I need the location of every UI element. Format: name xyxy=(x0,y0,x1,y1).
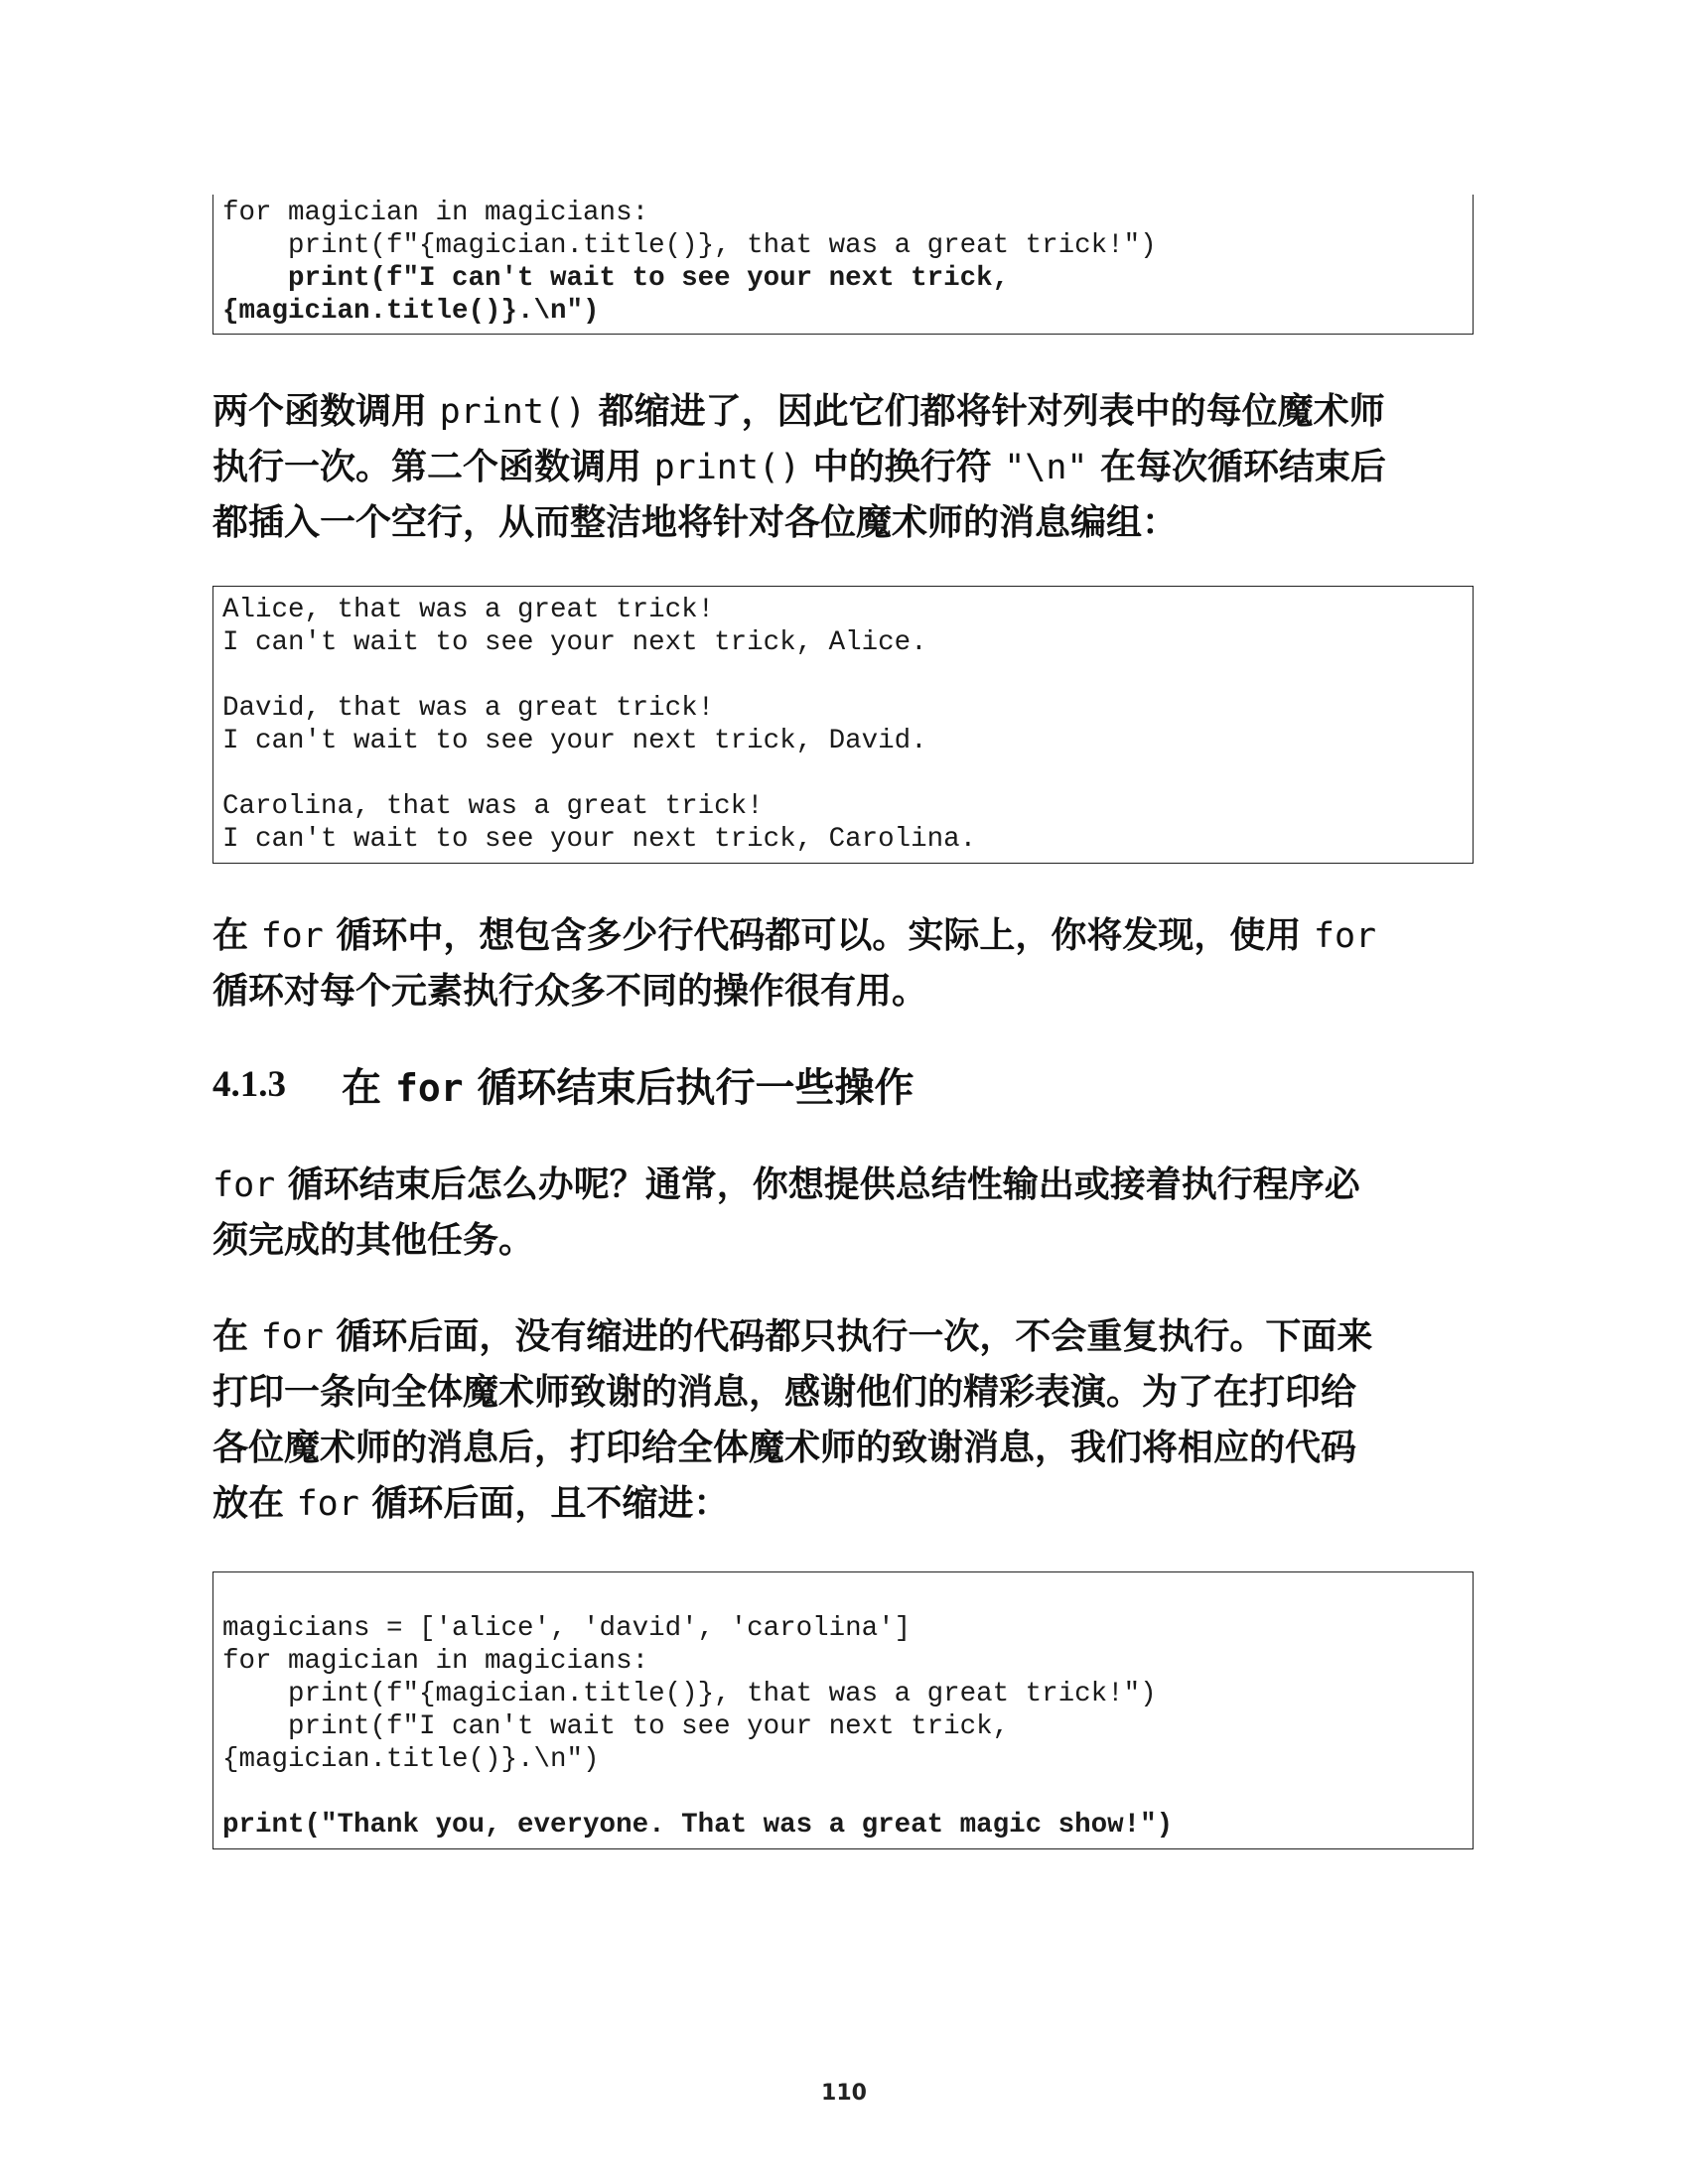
text: 放在 xyxy=(212,1483,285,1524)
inline-code: "\n" xyxy=(1004,448,1088,487)
code-line: print(f"{magician.title()}, that was a great trick!") xyxy=(222,1679,1157,1709)
output-blank-line xyxy=(222,757,1473,790)
text: 循环对每个元素执行众多不同的操作很有用。 xyxy=(212,971,928,1012)
text: 两个函数调用 xyxy=(212,391,428,432)
output-block xyxy=(212,586,1474,864)
paragraph-line xyxy=(212,1213,1483,1269)
paragraph-line xyxy=(212,964,1483,1020)
paragraph-line xyxy=(212,1476,1483,1532)
output-line: I can't wait to see your next trick, Alice. xyxy=(222,627,927,658)
output-blank-line xyxy=(222,659,1473,692)
inline-code: for xyxy=(260,916,324,956)
section-number: 4.1.3 xyxy=(212,1063,286,1105)
code-line-highlighted: print(f"I can't wait to see your next trick, xyxy=(222,263,1010,294)
paragraph-line xyxy=(212,495,1483,551)
output-line: David, that was a great trick! xyxy=(222,693,715,724)
code-line: for magician in magicians: xyxy=(222,198,649,228)
text: 循环结束后怎么办呢？通常，你想提供总结性输出或接着执行程序必 xyxy=(287,1164,1360,1205)
output-line: I can't wait to see your next trick, David. xyxy=(222,726,927,756)
paragraph-line xyxy=(212,1309,1483,1365)
code-blank-line xyxy=(222,1776,1473,1809)
paragraph-line xyxy=(212,908,1483,964)
text: 循环后面，且不缩进： xyxy=(371,1483,730,1524)
section-title xyxy=(342,1056,914,1113)
paragraph-line xyxy=(212,440,1483,495)
inline-code: for xyxy=(394,1065,464,1110)
inline-code: print() xyxy=(653,448,801,487)
text: 中的换行符 xyxy=(812,447,992,487)
inline-code: for xyxy=(212,1165,276,1205)
paragraph-line xyxy=(212,1365,1483,1421)
paragraph-after-loop xyxy=(212,1158,1483,1269)
text: 循环中，想包含多少行代码都可以。实际上，你将发现，使用 xyxy=(336,915,1302,956)
code-line: print(f"I can't wait to see your next trick, xyxy=(222,1711,1010,1742)
text: 都插入一个空行，从而整洁地将针对各位魔术师的消息编组： xyxy=(212,502,1179,543)
paragraph-line xyxy=(212,384,1483,440)
paragraph-explanation-newline xyxy=(212,384,1483,551)
output-line: I can't wait to see your next trick, Carolina. xyxy=(222,824,977,855)
output-line: Alice, that was a great trick! xyxy=(222,595,715,625)
code-line-highlighted: print("Thank you, everyone. That was a great magic show!") xyxy=(222,1810,1174,1841)
code-blank-line xyxy=(222,1579,1473,1612)
text: 执行一次。第二个函数调用 xyxy=(212,447,642,487)
code-line: for magician in magicians: xyxy=(222,1646,649,1677)
inline-code: for xyxy=(1313,916,1377,956)
text: 打印一条向全体魔术师致谢的消息，感谢他们的精彩表演。为了在打印给 xyxy=(212,1372,1357,1413)
text: 在 xyxy=(212,915,249,956)
paragraph-line xyxy=(212,1158,1483,1213)
text: 都缩进了，因此它们都将针对列表中的每位魔术师 xyxy=(598,391,1385,432)
text: 须完成的其他任务。 xyxy=(212,1220,535,1261)
code-line: {magician.title()}.\n") xyxy=(222,1744,600,1775)
inline-code: for xyxy=(296,1484,359,1524)
inline-code: for xyxy=(260,1317,324,1357)
paragraph-unindented-code xyxy=(212,1309,1483,1532)
code-block-loop-body xyxy=(212,195,1474,335)
paragraph-for-loop-usage xyxy=(212,908,1483,1020)
text: 各位魔术师的消息后，打印给全体魔术师的致谢消息，我们将相应的代码 xyxy=(212,1428,1357,1468)
paragraph-line xyxy=(212,1421,1483,1476)
code-line-highlighted: {magician.title()}.\n") xyxy=(222,296,600,327)
page-number: 110 xyxy=(821,2081,867,2106)
inline-code: print() xyxy=(439,392,587,432)
code-line: magicians = ['alice', 'david', 'carolina'] xyxy=(222,1613,912,1644)
text: 循环后面，没有缩进的代码都只执行一次，不会重复执行。下面来 xyxy=(336,1316,1373,1357)
text: 在 xyxy=(342,1064,381,1111)
text: 在 xyxy=(212,1316,249,1357)
section-heading xyxy=(212,1054,914,1114)
code-line: print(f"{magician.title()}, that was a great trick!") xyxy=(222,230,1157,261)
code-block-thank-you xyxy=(212,1571,1474,1849)
text: 循环结束后执行一些操作 xyxy=(477,1064,914,1111)
text: 在每次循环结束后 xyxy=(1100,447,1387,487)
output-line: Carolina, that was a great trick! xyxy=(222,791,764,822)
